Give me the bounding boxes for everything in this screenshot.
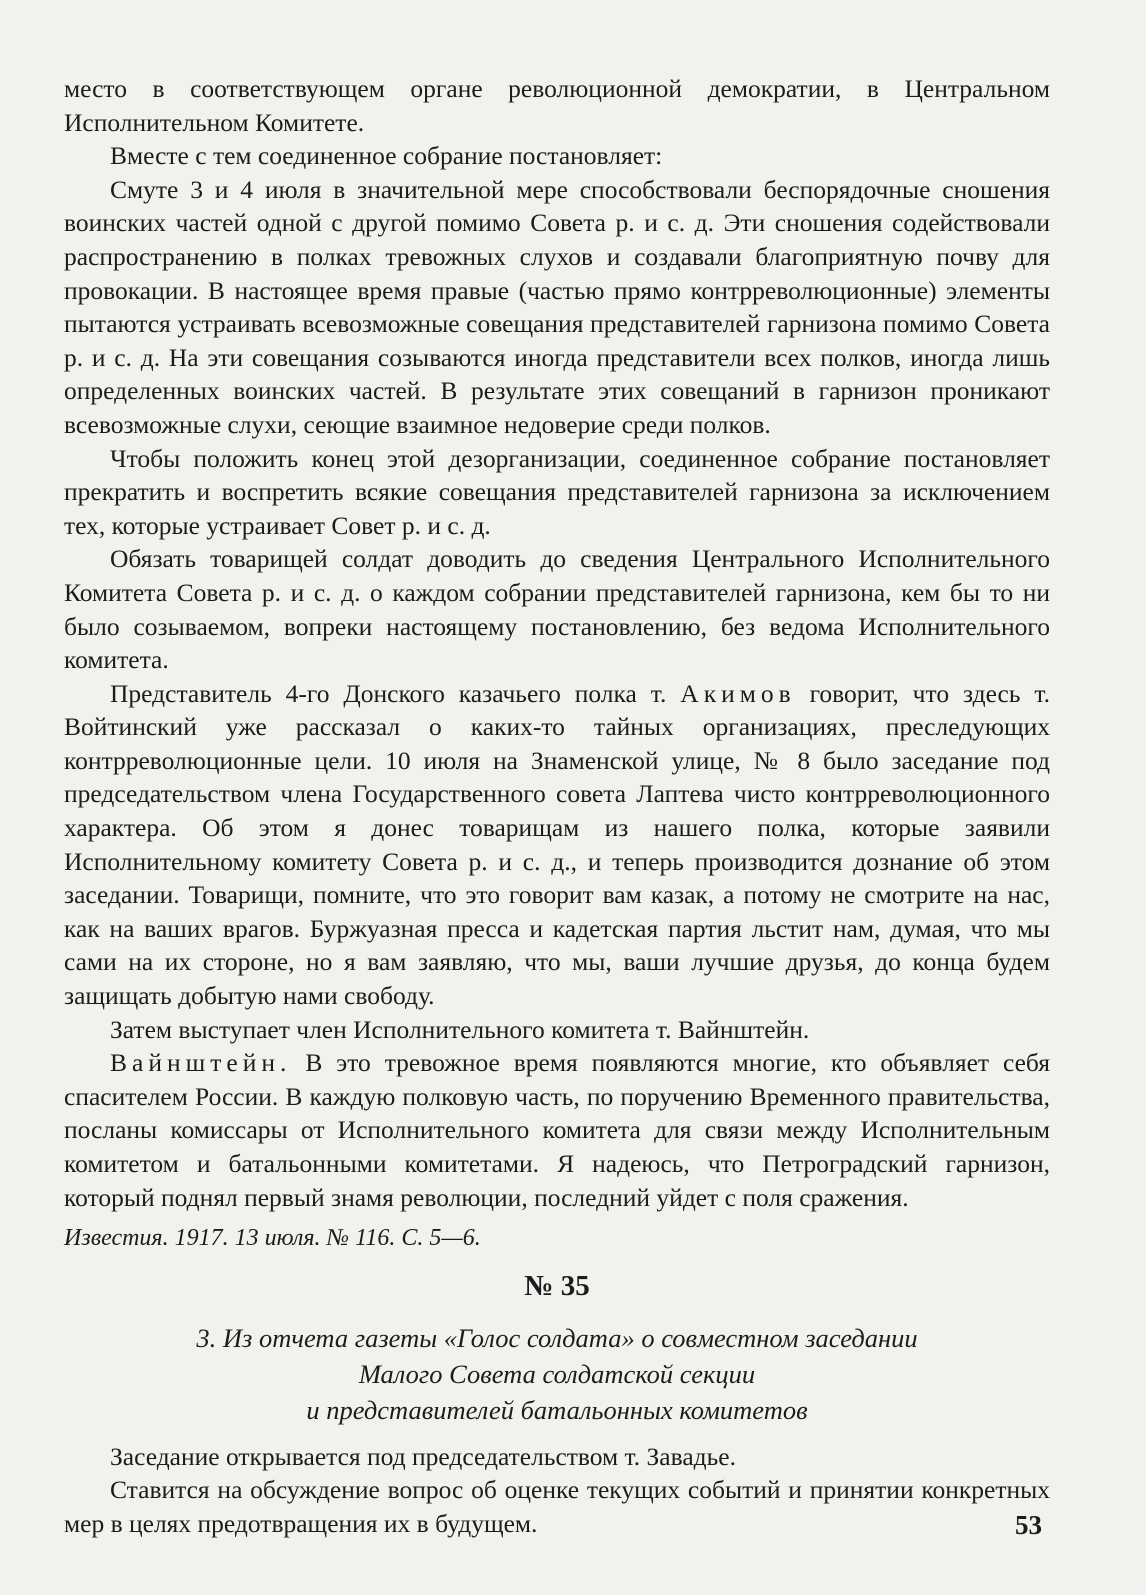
document-number: № 35 [524,1269,590,1302]
paragraph-vainshtein-speech [64,1046,1050,1214]
speaker-name-vainshtein: Вайнштейн. [110,1048,292,1078]
paragraph-meeting-opens: Заседание открывается под председательством т. Завадье. [110,1441,736,1471]
page-body [64,72,1050,1541]
paragraph-continuation: место в соответствующем органе революционной демократии, в Центральном Исполнительном Комитете. [64,74,1050,137]
source-citation: Известия. 1917. 13 июля. № 116. С. 5—6. [64,1225,481,1252]
document-title-line-1: 3. Из отчета газеты «Голос солдата» о совместном заседании [196,1322,918,1353]
paragraph-unrest: Смуте 3 и 4 июля в значительной мере способствовали беспорядочные сношения воинских частей одной с другой помимо Совета р. и с. д. Эти сношения содействовали распространению в полках тревожных слухов и создавали благоприятную почву для провокации. В настоящее время правые (частью прямо контрреволюционные) элементы пытаются устраивать всевозможные совещания представителей гарнизона помимо Совета р. и с. д. На эти совещания созываются иногда представители всех полков, иногда лишь определенных воинских частей. В результате этих совещаний в гарнизон проникают всевозможные слухи, сеющие взаимное недоверие среди полков. [64,174,1050,439]
document-title-line-3: и представителей батальонных комитетов [306,1394,808,1425]
document-title-line-2: Малого Совета солдатской секции [358,1358,756,1389]
paragraph-vainshtein-intro: Затем выступает член Исполнительного комитета т. Вайнштейн. [110,1014,810,1044]
paragraph-oblige-soldiers: Обязать товарищей солдат доводить до сведения Центрального Исполнительного Комитета Совета р. и с. д. о каждом собрании представителей гарнизона, кем бы то ни было созываемом, вопреки настоящему постановлению, без ведома Исполнительного комитета. [64,544,1050,675]
akimov-text-after: говорит, что здесь т. Войтинский уже рассказал о каких-то тайных организациях, преследующих контрреволюционные цели. 10 июля на Знаменской улице, № 8 было заседание под председательством члена Государственного совета Лаптева чисто контрреволюционного характера. Об этом я донес товарищам из нашего полка, которые заявили Исполнительному комитету Совета р. и с. д., и теперь производится дознание об этом заседании. Товарищи, помните, что это говорит вам казак, а потому не смотрите на нас, как на ваших врагов. Буржуазная пресса и кадетская партия льстит нам, думая, что мы сами на их стороне, но я вам заявляю, что мы, ваши лучшие друзья, до конца будем защищать добытую нами свободу. [64,678,1050,1011]
vainshtein-text: В это тревожное время появляются многие, кто объявляет себя спасителем России. В каждую полковую часть, по поручению Временного правительства, посланы комиссары от Исполнительного комитета для связи между Исполнительным комитетом и батальонными комитетами. Я надеюсь, что Петроградский гарнизон, который поднял первый знамя революции, последний уйдет с поля сражения. [64,1048,1050,1212]
document-title [64,1320,1050,1428]
paragraph-akimov-speech [64,677,1050,1013]
paragraph-ban-meetings: Чтобы положить конец этой дезорганизации, соединенное собрание постановляет прекратить и воспретить всякие совещания представителей гарнизона за исключением тех, которые устраивает Совет р. и с. д. [64,443,1050,540]
speaker-name-akimov: Акимов [680,678,796,708]
paragraph-agenda: Ставится на обсуждение вопрос об оценке текущих событий и принятии конкретных мер в целях предотвращения их в будущем. [64,1475,1050,1538]
akimov-text-before: Представитель 4-го Донского казачьего полка т. [110,678,681,708]
page-number: 53 [1015,1510,1042,1540]
paragraph-resolution-intro: Вместе с тем соединенное собрание постановляет: [110,141,663,171]
